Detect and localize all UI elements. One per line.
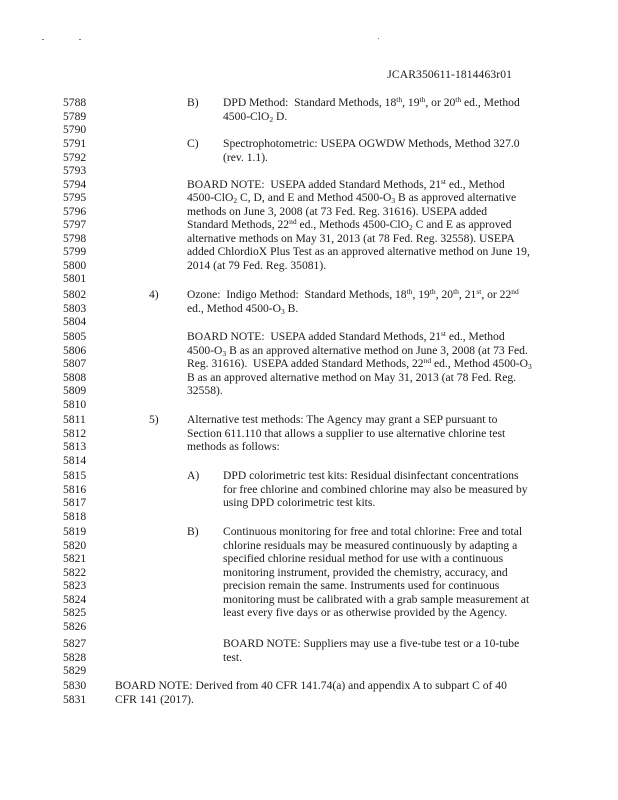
line-number: 5811 [63, 413, 86, 426]
line-number: 5797 [63, 218, 87, 231]
line-number: 5828 [63, 650, 87, 664]
line-number: 5788 [63, 96, 87, 109]
line-text: DPD colorimetric test kits: Residual disinfectant concentrations [223, 469, 519, 482]
item-marker: 5) [149, 413, 159, 426]
line-number: 5799 [63, 245, 87, 258]
line-text: least every five days or as otherwise provided by the Agency. [223, 606, 508, 619]
line-number: 5801 [63, 272, 87, 285]
line-5798 [0, 232, 618, 246]
line-text: monitoring instrument, provided the chemistry, accuracy, and [223, 565, 508, 579]
line-number: 5803 [63, 301, 87, 315]
line-text: $4500-O_3$ B as an approved alternative method on June 3, 2008 (at 73 Fed. [187, 343, 528, 358]
line-5789 [0, 110, 618, 124]
line-number: 5815 [63, 469, 87, 482]
line-number: 5822 [63, 565, 87, 579]
line-number: 5802 [63, 288, 87, 301]
line-5810 [0, 398, 618, 412]
line-number: 5829 [63, 664, 87, 677]
line-number: 5825 [63, 606, 87, 619]
line-5831 [0, 693, 618, 707]
line-5812 [0, 427, 618, 441]
line-5790 [0, 123, 618, 137]
line-text: BOARD NOTE: USEPA added Standard Methods, 21st ed., Method [187, 176, 505, 191]
line-number: 5830 [63, 679, 87, 692]
item-marker: 4) [149, 288, 159, 301]
line-text: Continuous monitoring for free and total chlorine: Free and total [223, 525, 523, 538]
line-text: DPD Method: Standard Methods, 18th, 19th, or 20th ed., Method [223, 95, 520, 109]
line-5815 [0, 469, 618, 483]
line-5801 [0, 272, 618, 286]
line-number: 5791 [63, 137, 87, 150]
line-number: 5792 [63, 150, 87, 164]
line-5814 [0, 454, 618, 468]
line-5799 [0, 245, 618, 259]
line-number: 5806 [63, 343, 87, 357]
line-number: 5814 [63, 453, 87, 467]
line-5819 [0, 525, 618, 539]
scan-speck [378, 38, 379, 39]
line-text: Reg. 31616). USEPA added Standard Methods, 22nd ed., Method $4500-O_3$ [187, 356, 532, 371]
line-5808 [0, 371, 618, 385]
line-number: 5810 [63, 397, 87, 411]
item-marker: B) [187, 96, 199, 109]
line-text: BOARD NOTE: USEPA added Standard Methods, 21st ed., Method [187, 329, 505, 343]
line-number: 5795 [63, 191, 87, 204]
line-text: Alternative test methods: The Agency may grant a SEP pursuant to [187, 413, 498, 426]
line-5816 [0, 483, 618, 497]
line-5792 [0, 151, 618, 165]
line-text: BOARD NOTE: Suppliers may use a five-tube test or a 10-tube [223, 637, 520, 650]
line-5793 [0, 164, 618, 178]
item-marker: A) [187, 469, 200, 482]
line-number: 5789 [63, 109, 87, 123]
line-number: 5812 [63, 426, 87, 440]
document-id-header: JCAR350611-1814463r01 [387, 68, 512, 81]
line-number: 5813 [63, 440, 87, 453]
line-text: methods on June 3, 2008 (at 73 Fed. Reg. 31616). USEPA added [187, 204, 488, 218]
line-5800 [0, 259, 618, 273]
item-marker: B) [187, 525, 199, 538]
line-5797 [0, 218, 618, 232]
line-5821 [0, 552, 618, 566]
line-number: 5831 [63, 692, 87, 706]
line-5791 [0, 137, 618, 151]
line-5813 [0, 440, 618, 454]
line-5805 [0, 330, 618, 344]
line-5830 [0, 679, 618, 693]
line-text: using DPD colorimetric test kits. [223, 496, 376, 509]
line-5823 [0, 579, 618, 593]
line-5796 [0, 205, 618, 219]
line-5824 [0, 593, 618, 607]
line-text: chlorine residuals may be measured continuously by adapting a [223, 538, 518, 552]
scan-speck [42, 39, 44, 40]
line-text: Section 611.110 that allows a supplier to use alternative chlorine test [187, 426, 506, 440]
line-number: 5793 [63, 164, 87, 177]
line-5803 [0, 302, 618, 316]
line-text: test. [223, 650, 242, 664]
line-number: 5818 [63, 509, 87, 523]
line-number: 5820 [63, 538, 87, 552]
line-text: precision remain the same. Instruments used for continuous [223, 579, 500, 592]
line-text: Spectrophotometric: USEPA OGWDW Methods, Method 327.0 [223, 137, 520, 150]
line-text: monitoring must be calibrated with a grab sample measurement at [223, 592, 530, 606]
line-number: 5804 [63, 315, 87, 328]
line-number: 5823 [63, 579, 87, 592]
line-text: Standard Methods, 22nd ed., Methods 4500-ClO$_2$ C and E as approved [187, 217, 512, 232]
line-text: ed., Method $4500-O_3$ B. [187, 301, 299, 316]
line-number: 5800 [63, 258, 87, 272]
line-5828 [0, 651, 618, 665]
line-text: Ozone: Indigo Method: Standard Methods, 18th, 19th, 20th, 21st, or 22nd [187, 287, 519, 301]
line-5807 [0, 357, 618, 371]
line-5802 [0, 288, 618, 302]
line-number: 5805 [63, 330, 87, 343]
line-5788 [0, 96, 618, 110]
line-number: 5821 [63, 552, 87, 565]
line-5809 [0, 384, 618, 398]
line-number: 5808 [63, 370, 87, 384]
line-number: 5816 [63, 482, 87, 496]
item-marker: C) [187, 137, 199, 150]
line-text: 4500-ClO$_2$ C, D, and E and Method $4500-O_3$ B as approved alternative [187, 191, 517, 205]
line-number: 5827 [63, 637, 87, 650]
line-5820 [0, 539, 618, 553]
line-5827 [0, 637, 618, 651]
line-5806 [0, 344, 618, 358]
line-text: for free chlorine and combined chlorine may also be measured by [223, 482, 528, 496]
line-number: 5796 [63, 204, 87, 218]
line-5794 [0, 178, 618, 192]
line-5829 [0, 664, 618, 678]
line-text: CFR 141 (2017). [115, 692, 194, 706]
line-number: 5817 [63, 496, 87, 509]
line-text: B as an approved alternative method on May 31, 2013 (at 78 Fed. Reg. [187, 370, 517, 384]
line-5818 [0, 510, 618, 524]
line-5822 [0, 566, 618, 580]
line-number: 5794 [63, 177, 87, 191]
line-number: 5824 [63, 592, 87, 606]
line-text: 2014 (at 79 Fed. Reg. 35081). [187, 258, 327, 272]
line-text: added ChlordioX Plus Test as an approved alternative method on June 19, [187, 245, 530, 258]
line-number: 5809 [63, 384, 87, 397]
line-5826 [0, 620, 618, 634]
line-text: 32558). [187, 384, 223, 397]
line-5811 [0, 413, 618, 427]
line-text: (rev. 1.1). [223, 150, 268, 164]
line-number: 5807 [63, 357, 87, 370]
line-text: 4500-ClO$_2$ D. [223, 109, 288, 124]
line-text: specified chlorine residual method for use with a continuous [223, 552, 504, 565]
scan-speck [79, 39, 81, 40]
line-5804 [0, 315, 618, 329]
line-text: alternative methods on May 31, 2013 (at 78 Fed. Reg. 32558). USEPA [187, 231, 515, 245]
line-5795 [0, 191, 618, 205]
line-5817 [0, 496, 618, 510]
line-number: 5826 [63, 619, 87, 633]
line-5825 [0, 606, 618, 620]
line-number: 5790 [63, 123, 87, 136]
line-number: 5798 [63, 231, 87, 245]
line-text: methods as follows: [187, 440, 280, 453]
line-text: BOARD NOTE: Derived from 40 CFR 141.74(a) and appendix A to subpart C of 40 [115, 679, 507, 692]
line-number: 5819 [63, 525, 87, 538]
